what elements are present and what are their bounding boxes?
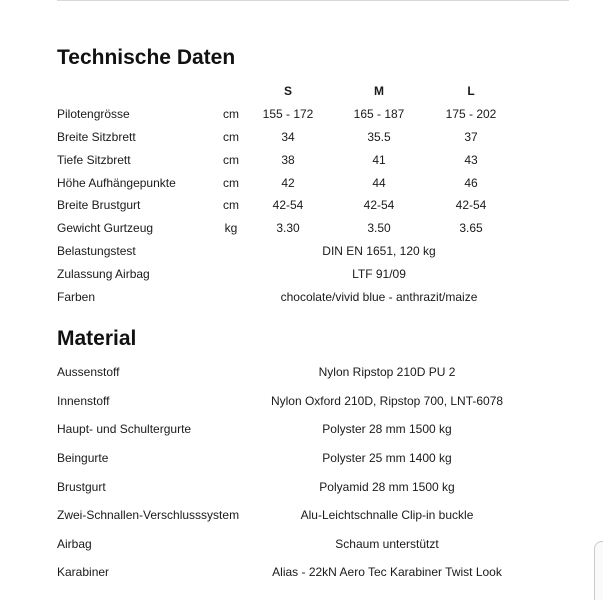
material-table — [57, 358, 577, 587]
row-label: Aussenstoff — [57, 365, 120, 380]
size-header-row: S M L — [283, 84, 475, 99]
table-row: Aussenstoff Nylon Ripstop 210D PU 2 — [57, 365, 456, 380]
row-label: Zulassung Airbag — [57, 266, 150, 281]
table-row: Belastungstest DIN EN 1651, 120 kg — [57, 243, 436, 258]
row-label: Belastungstest — [57, 243, 136, 258]
row-label: Breite Sitzbrett — [57, 129, 136, 144]
table-row: Breite Sitzbrett cm 34 35.5 37 — [57, 129, 478, 144]
row-label: Beingurte — [57, 451, 109, 466]
table-row: Höhe Aufhängepunkte cm 42 44 46 — [57, 175, 478, 190]
table-row: Haupt- und Schultergurte Polyster 28 mm 1500 kg — [57, 422, 452, 437]
table-row: Karabiner Alias - 22kN Aero Tec Karabiner Twist Look — [57, 565, 502, 580]
table-row: Airbag Schaum unterstützt — [57, 536, 439, 551]
table-row: Breite Brustgurt cm 42-54 42-54 42-54 — [57, 198, 487, 213]
material-heading: Material — [57, 327, 137, 350]
row-label: Tiefe Sitzbrett — [57, 152, 131, 167]
table-row: Innenstoff Nylon Oxford 210D, Ripstop 700, LNT-6078 — [57, 393, 504, 408]
row-label: Zwei-Schnallen-Verschlusssystem — [57, 508, 240, 523]
scroll-edge-tab[interactable] — [594, 541, 603, 600]
technical-data-table — [57, 80, 577, 308]
row-label: Karabiner — [57, 565, 110, 580]
table-row: Brustgurt Polyamid 28 mm 1500 kg — [57, 479, 455, 494]
top-divider — [57, 0, 569, 1]
table-row: Gewicht Gurtzeug kg 3.30 3.50 3.65 — [57, 221, 483, 236]
row-label: Breite Brustgurt — [57, 198, 141, 213]
table-row: Beingurte Polyster 25 mm 1400 kg — [57, 451, 452, 466]
table-row: Farben chocolate/vivid blue - anthrazit/maize — [57, 289, 478, 304]
row-label: Gewicht Gurtzeug — [57, 221, 154, 236]
technical-data-heading: Technische Daten — [57, 46, 236, 69]
row-label: Innenstoff — [57, 393, 110, 408]
table-row: Zulassung Airbag LTF 91/09 — [57, 266, 406, 281]
table-row: Tiefe Sitzbrett cm 38 41 43 — [57, 152, 478, 167]
row-label: Brustgurt — [57, 479, 106, 494]
row-label: Höhe Aufhängepunkte — [57, 175, 176, 190]
row-label: Airbag — [57, 536, 92, 551]
row-label: Haupt- und Schultergurte — [57, 422, 192, 437]
row-label: Pilotengrösse — [57, 107, 130, 122]
table-row: Pilotengrösse cm 155 - 172 165 - 187 175 - 202 — [57, 107, 497, 122]
row-label: Farben — [57, 289, 96, 304]
table-row: Zwei-Schnallen-Verschlusssystem Alu-Leichtschnalle Clip-in buckle — [57, 508, 474, 523]
